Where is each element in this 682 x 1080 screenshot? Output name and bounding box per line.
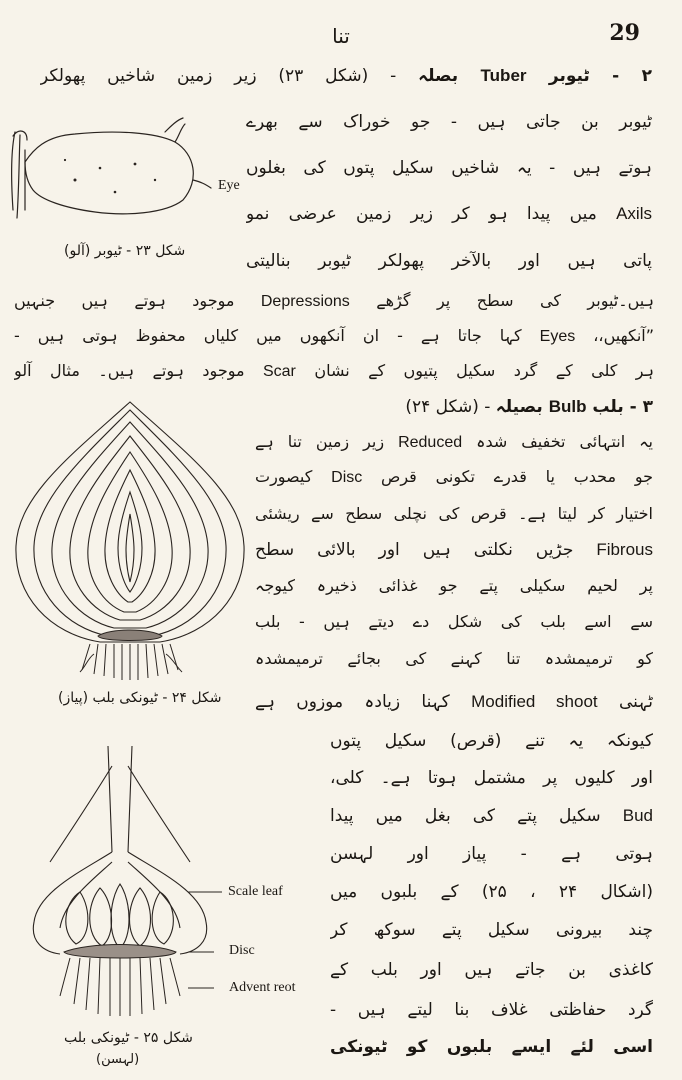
text-run: اور کلیوں پر مشتمل ہوتا ہے۔ کلی، <box>330 768 653 788</box>
text-line <box>40 61 652 91</box>
latin-term: Bud <box>622 806 653 825</box>
figure-onion-bulb <box>10 396 250 686</box>
label-scale-leaf: Scale leaf <box>228 884 283 899</box>
text-run: جو محدب یا قدرے تکونی قرص <box>362 467 653 486</box>
text-run: ٹیوبر بن جاتی ہیں - جو خوراک سے بھرے <box>246 112 652 132</box>
text-run: کیونکہ یہ تنے (قرص) سکیل پتوں <box>330 731 653 751</box>
text-line <box>330 1032 653 1062</box>
latin-term: Disc <box>331 469 363 486</box>
label-advent-root: Advent reot <box>229 980 296 995</box>
text-run: موجود ہوتے ہیں۔ مثال آلو <box>14 361 263 380</box>
latin-term: Modified shoot <box>471 692 598 711</box>
text-run: جڑیں نکلتی ہیں اور بالائی سطح <box>255 540 597 560</box>
latin-term: Reduced <box>398 434 463 451</box>
potato-tuber-drawing <box>5 110 220 240</box>
text-line <box>255 687 653 717</box>
text-run: ہوتی ہے - پیاز اور لہسن <box>330 844 653 864</box>
text-run: موجود ہوتے ہیں جنہیں <box>14 291 261 310</box>
text-line <box>330 839 653 869</box>
text-run: اختیار کر لیتا ہے۔ قرص کی نچلی سطح سے ریشئی <box>255 504 653 523</box>
label-disc: Disc <box>229 943 255 958</box>
latin-term: Fibrous <box>596 540 653 559</box>
text-line <box>330 801 653 831</box>
label-eye: Eye <box>218 178 240 193</box>
text-line <box>255 427 653 458</box>
text-line <box>246 246 652 276</box>
text-run: یہ انتہائی تخفیف شدہ <box>462 432 653 451</box>
text-run: سکیل پتے کی بغل میں پیدا <box>330 806 623 826</box>
text-line <box>330 955 653 985</box>
latin-term: Scar <box>262 363 296 380</box>
text-run: ۲ - ٹیوبر <box>526 66 652 86</box>
figure-potato-tuber <box>5 110 220 240</box>
page-number: 29 <box>609 20 640 46</box>
text-run: ہر کلی کے گرد سکیل پتیوں کے نشان <box>295 361 654 380</box>
text-run: - (شکل ۲۴) <box>405 397 496 417</box>
text-run: (اشکال ۲۴ ، ۲۵) کے بلبوں میں <box>330 882 653 902</box>
text-line <box>255 499 653 529</box>
text-run: گرد حفاظتی غلاف بنا لیتے ہیں - <box>330 1000 653 1020</box>
latin-term: Depressions <box>260 293 350 310</box>
text-line <box>14 286 654 317</box>
text-run: ”آنکھیں،، <box>575 326 654 345</box>
latin-term: Axils <box>616 204 652 223</box>
text-line <box>330 877 653 907</box>
text-line <box>255 462 653 493</box>
text-line <box>255 392 653 422</box>
figure-23-caption: شکل ۲۳ - ٹیوبر (آلو) <box>64 243 186 259</box>
latin-term: Eyes <box>539 328 576 345</box>
text-line <box>255 571 653 601</box>
text-run: زیر زمین تنا ہے <box>255 432 399 451</box>
text-line <box>255 535 653 565</box>
onion-bulb-drawing <box>10 396 250 686</box>
text-run: پاتی ہیں اور بالآخر پھولکر ٹیوبر بنالیتی <box>246 251 652 271</box>
text-run: کیصورت <box>255 467 332 486</box>
text-line <box>255 644 653 674</box>
figure-24-caption: شکل ۲۴ - ٹیونکی بلب (پیاز) <box>58 690 222 706</box>
text-run: پر لحیم سکیلی پتے جو غذائی ذخیرہ کیوجہ <box>255 576 653 595</box>
text-run: چند بیرونی سکیل پتے سوکھ کر <box>330 920 653 940</box>
figure-25-caption-line2: (لہسن) <box>96 1052 140 1067</box>
running-header-title: تنا <box>332 24 350 48</box>
text-line <box>14 321 654 352</box>
text-run: کہا جاتا ہے - ان آنکھوں میں کلیاں محفوظ ہوتی ہیں - <box>14 326 540 345</box>
text-run: - (شکل ۲۳) زیر زمین شاخیں پھولکر <box>40 66 419 86</box>
text-run: ٹہنی <box>597 692 653 712</box>
text-run: کہنا زیادہ موزوں ہے <box>255 692 472 712</box>
text-run: بصیلہ <box>495 397 549 417</box>
text-line <box>246 107 652 137</box>
text-run: ۳ - بلب <box>586 397 653 417</box>
text-run: کو ترمیمشدہ تنا کہنے کی بجائے ترمیمشدہ <box>255 649 653 668</box>
text-run: ہیں۔ٹیوبر کی سطح پر گڑھے <box>349 291 654 310</box>
text-line <box>246 199 652 229</box>
text-line <box>330 763 653 793</box>
text-line <box>255 607 653 637</box>
text-run: میں پیدا ہو کر زیر زمین عرضی نمو <box>246 204 617 224</box>
text-run: ہوتے ہیں - یہ شاخیں سکیل پتوں کی بغلوں <box>246 158 652 178</box>
latin-term: Bulb <box>548 397 587 416</box>
figure-25-caption-line1: شکل ۲۵ - ٹیونکی بلب <box>64 1030 193 1046</box>
text-line <box>246 153 652 183</box>
text-line <box>14 356 654 387</box>
text-line <box>330 726 653 756</box>
text-run: بصلہ <box>418 66 481 86</box>
text-run: سے اسے بلب کی شکل دے دیتے ہیں - بلب <box>255 612 653 631</box>
text-line <box>330 915 653 945</box>
latin-term: Tuber <box>480 66 527 85</box>
text-run: کاغذی بن جاتے ہیں اور بلب کے <box>330 960 653 980</box>
text-line <box>330 995 653 1025</box>
text-run: اسی لئے ایسے بلبوں کو ٹیونکی <box>330 1037 653 1057</box>
